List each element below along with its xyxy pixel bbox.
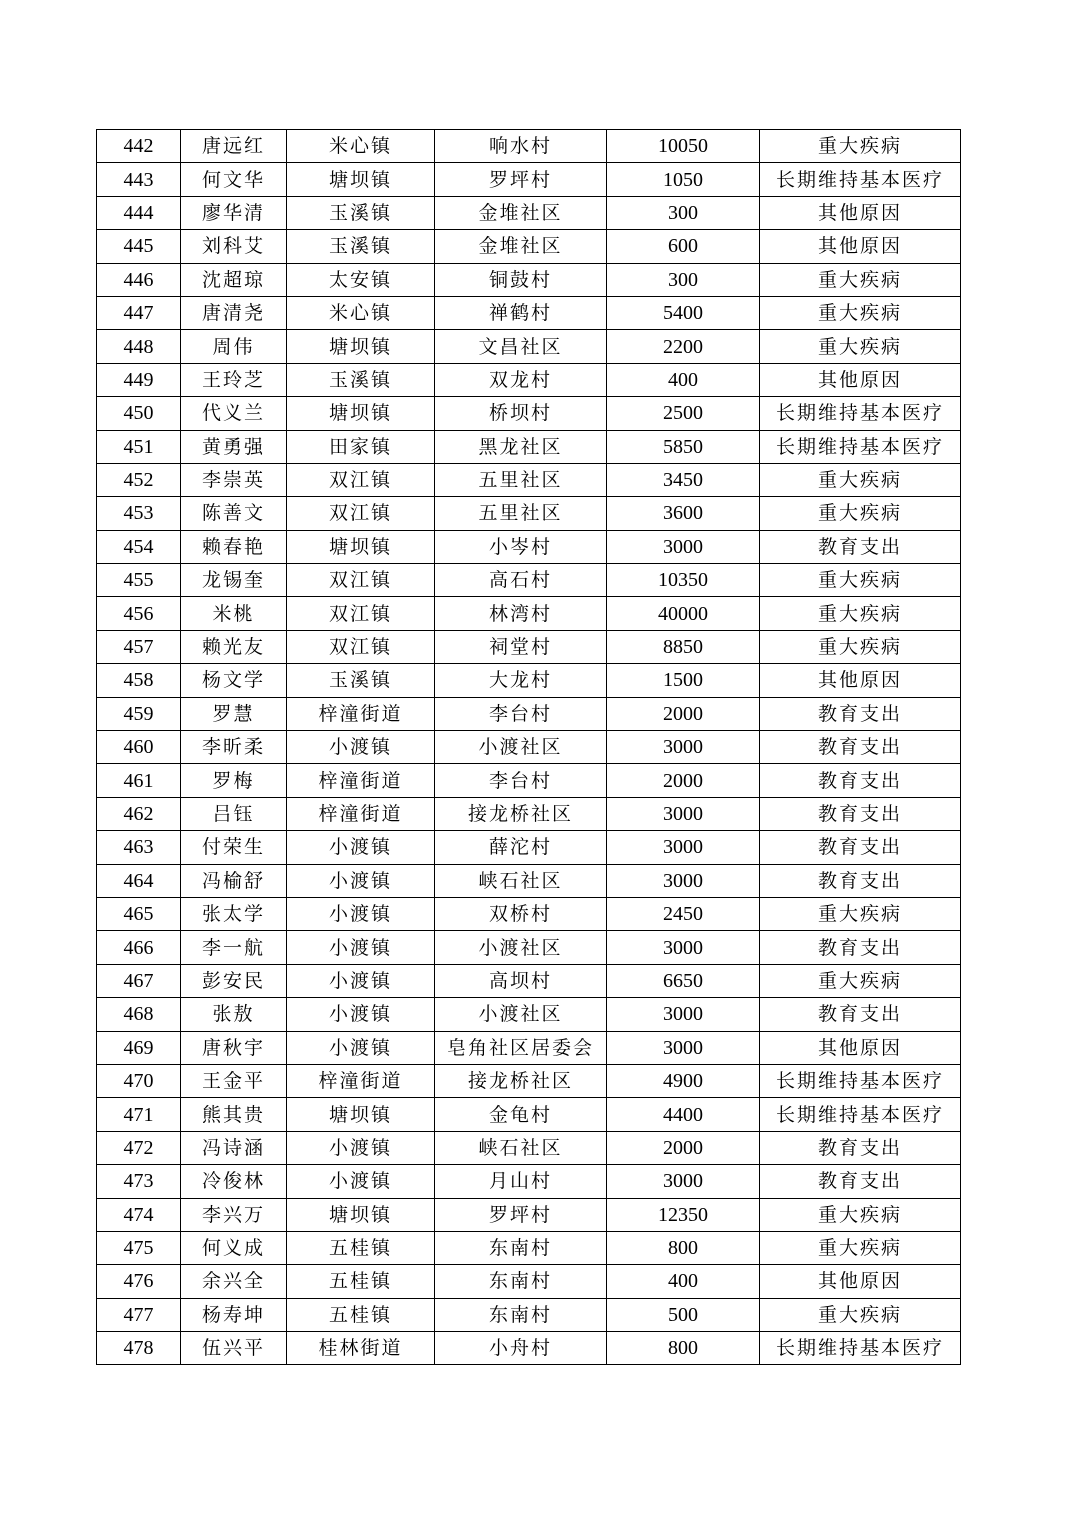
reason-cell: 重大疾病 <box>760 263 961 296</box>
village-cell: 五里社区 <box>435 497 607 530</box>
reason-cell: 其他原因 <box>760 1031 961 1064</box>
person-name-cell: 王玲芝 <box>181 363 287 396</box>
person-name-cell: 罗梅 <box>181 764 287 797</box>
amount-cell: 10050 <box>607 130 760 163</box>
person-name-cell: 唐清尧 <box>181 296 287 329</box>
amount-cell: 12350 <box>607 1198 760 1231</box>
township-cell: 小渡镇 <box>287 1131 435 1164</box>
township-cell: 塘坝镇 <box>287 330 435 363</box>
table-row <box>97 497 961 530</box>
village-cell: 罗坪村 <box>435 1198 607 1231</box>
table-row <box>97 998 961 1031</box>
person-name-cell: 熊其贵 <box>181 1098 287 1131</box>
table-row <box>97 230 961 263</box>
row-number-cell: 457 <box>97 630 181 663</box>
person-name-cell: 冯诗涵 <box>181 1131 287 1164</box>
village-cell: 双龙村 <box>435 363 607 396</box>
table-row <box>97 463 961 496</box>
person-name-cell: 廖华清 <box>181 196 287 229</box>
table-row <box>97 397 961 430</box>
amount-cell: 3450 <box>607 463 760 496</box>
reason-cell: 教育支出 <box>760 764 961 797</box>
person-name-cell: 冷俊林 <box>181 1165 287 1198</box>
person-name-cell: 李崇英 <box>181 463 287 496</box>
township-cell: 小渡镇 <box>287 964 435 997</box>
table-row <box>97 1098 961 1131</box>
amount-cell: 2000 <box>607 697 760 730</box>
person-name-cell: 何文华 <box>181 163 287 196</box>
person-name-cell: 唐秋宇 <box>181 1031 287 1064</box>
table-row <box>97 1332 961 1365</box>
village-cell: 接龙桥社区 <box>435 797 607 830</box>
reason-cell: 重大疾病 <box>760 1198 961 1231</box>
township-cell: 塘坝镇 <box>287 530 435 563</box>
township-cell: 梓潼街道 <box>287 697 435 730</box>
row-number-cell: 452 <box>97 463 181 496</box>
reason-cell: 教育支出 <box>760 530 961 563</box>
village-cell: 金堆社区 <box>435 196 607 229</box>
reason-cell: 重大疾病 <box>760 630 961 663</box>
person-name-cell: 赖春艳 <box>181 530 287 563</box>
table-row <box>97 964 961 997</box>
township-cell: 米心镇 <box>287 130 435 163</box>
row-number-cell: 442 <box>97 130 181 163</box>
table-row <box>97 1165 961 1198</box>
person-name-cell: 李一航 <box>181 931 287 964</box>
village-cell: 金堆社区 <box>435 230 607 263</box>
amount-cell: 2000 <box>607 764 760 797</box>
township-cell: 塘坝镇 <box>287 1098 435 1131</box>
table-row <box>97 1298 961 1331</box>
village-cell: 东南村 <box>435 1298 607 1331</box>
amount-cell: 300 <box>607 196 760 229</box>
table-row <box>97 864 961 897</box>
person-name-cell: 杨文学 <box>181 664 287 697</box>
township-cell: 玉溪镇 <box>287 230 435 263</box>
township-cell: 小渡镇 <box>287 864 435 897</box>
row-number-cell: 470 <box>97 1064 181 1097</box>
person-name-cell: 米桃 <box>181 597 287 630</box>
reason-cell: 其他原因 <box>760 1265 961 1298</box>
amount-cell: 2500 <box>607 397 760 430</box>
row-number-cell: 451 <box>97 430 181 463</box>
village-cell: 文昌社区 <box>435 330 607 363</box>
village-cell: 林湾村 <box>435 597 607 630</box>
table-row <box>97 797 961 830</box>
village-cell: 桥坝村 <box>435 397 607 430</box>
row-number-cell: 461 <box>97 764 181 797</box>
reason-cell: 其他原因 <box>760 196 961 229</box>
reason-cell: 其他原因 <box>760 230 961 263</box>
township-cell: 小渡镇 <box>287 931 435 964</box>
row-number-cell: 446 <box>97 263 181 296</box>
amount-cell: 3000 <box>607 831 760 864</box>
person-name-cell: 代义兰 <box>181 397 287 430</box>
person-name-cell: 何义成 <box>181 1231 287 1264</box>
reason-cell: 重大疾病 <box>760 130 961 163</box>
township-cell: 玉溪镇 <box>287 363 435 396</box>
village-cell: 小舟村 <box>435 1332 607 1365</box>
person-name-cell: 杨寿坤 <box>181 1298 287 1331</box>
reason-cell: 教育支出 <box>760 797 961 830</box>
table-row <box>97 263 961 296</box>
person-name-cell: 李兴万 <box>181 1198 287 1231</box>
person-name-cell: 彭安民 <box>181 964 287 997</box>
reason-cell: 教育支出 <box>760 1131 961 1164</box>
township-cell: 桂林街道 <box>287 1332 435 1365</box>
table-row <box>97 296 961 329</box>
township-cell: 塘坝镇 <box>287 163 435 196</box>
row-number-cell: 443 <box>97 163 181 196</box>
amount-cell: 5400 <box>607 296 760 329</box>
amount-cell: 10350 <box>607 564 760 597</box>
table-row <box>97 597 961 630</box>
person-name-cell: 李昕柔 <box>181 731 287 764</box>
table-row <box>97 1265 961 1298</box>
person-name-cell: 周伟 <box>181 330 287 363</box>
table-row <box>97 897 961 930</box>
reason-cell: 教育支出 <box>760 831 961 864</box>
township-cell: 塘坝镇 <box>287 397 435 430</box>
village-cell: 铜鼓村 <box>435 263 607 296</box>
village-cell: 黑龙社区 <box>435 430 607 463</box>
township-cell: 五桂镇 <box>287 1265 435 1298</box>
table-row <box>97 564 961 597</box>
village-cell: 薛沱村 <box>435 831 607 864</box>
village-cell: 月山村 <box>435 1165 607 1198</box>
amount-cell: 3000 <box>607 731 760 764</box>
amount-cell: 4900 <box>607 1064 760 1097</box>
person-name-cell: 罗慧 <box>181 697 287 730</box>
amount-cell: 3000 <box>607 864 760 897</box>
village-cell: 响水村 <box>435 130 607 163</box>
village-cell: 峡石社区 <box>435 1131 607 1164</box>
township-cell: 小渡镇 <box>287 1165 435 1198</box>
village-cell: 皂角社区居委会 <box>435 1031 607 1064</box>
amount-cell: 3000 <box>607 998 760 1031</box>
village-cell: 金龟村 <box>435 1098 607 1131</box>
village-cell: 小渡社区 <box>435 731 607 764</box>
person-name-cell: 付荣生 <box>181 831 287 864</box>
amount-cell: 3000 <box>607 931 760 964</box>
amount-cell: 400 <box>607 1265 760 1298</box>
amount-cell: 4400 <box>607 1098 760 1131</box>
row-number-cell: 453 <box>97 497 181 530</box>
row-number-cell: 469 <box>97 1031 181 1064</box>
table-row <box>97 363 961 396</box>
reason-cell: 长期维持基本医疗 <box>760 430 961 463</box>
table-row <box>97 196 961 229</box>
row-number-cell: 448 <box>97 330 181 363</box>
village-cell: 五里社区 <box>435 463 607 496</box>
row-number-cell: 445 <box>97 230 181 263</box>
table-row <box>97 1064 961 1097</box>
person-name-cell: 张太学 <box>181 897 287 930</box>
amount-cell: 3000 <box>607 1165 760 1198</box>
row-number-cell: 465 <box>97 897 181 930</box>
reason-cell: 重大疾病 <box>760 1298 961 1331</box>
reason-cell: 重大疾病 <box>760 597 961 630</box>
amount-cell: 800 <box>607 1231 760 1264</box>
reason-cell: 重大疾病 <box>760 497 961 530</box>
table-row <box>97 931 961 964</box>
village-cell: 大龙村 <box>435 664 607 697</box>
row-number-cell: 473 <box>97 1165 181 1198</box>
table-row <box>97 1231 961 1264</box>
assistance-roster-table <box>96 129 961 1365</box>
row-number-cell: 464 <box>97 864 181 897</box>
row-number-cell: 471 <box>97 1098 181 1131</box>
amount-cell: 2450 <box>607 897 760 930</box>
person-name-cell: 龙锡奎 <box>181 564 287 597</box>
row-number-cell: 444 <box>97 196 181 229</box>
amount-cell: 300 <box>607 263 760 296</box>
person-name-cell: 陈善文 <box>181 497 287 530</box>
row-number-cell: 454 <box>97 530 181 563</box>
person-name-cell: 王金平 <box>181 1064 287 1097</box>
row-number-cell: 468 <box>97 998 181 1031</box>
reason-cell: 长期维持基本医疗 <box>760 1064 961 1097</box>
village-cell: 高石村 <box>435 564 607 597</box>
reason-cell: 长期维持基本医疗 <box>760 397 961 430</box>
township-cell: 双江镇 <box>287 497 435 530</box>
township-cell: 梓潼街道 <box>287 764 435 797</box>
amount-cell: 3000 <box>607 530 760 563</box>
reason-cell: 长期维持基本医疗 <box>760 1332 961 1365</box>
row-number-cell: 460 <box>97 731 181 764</box>
amount-cell: 800 <box>607 1332 760 1365</box>
village-cell: 东南村 <box>435 1265 607 1298</box>
amount-cell: 5850 <box>607 430 760 463</box>
row-number-cell: 456 <box>97 597 181 630</box>
table-row <box>97 130 961 163</box>
amount-cell: 500 <box>607 1298 760 1331</box>
reason-cell: 重大疾病 <box>760 897 961 930</box>
table-row <box>97 731 961 764</box>
row-number-cell: 450 <box>97 397 181 430</box>
reason-cell: 重大疾病 <box>760 330 961 363</box>
reason-cell: 教育支出 <box>760 931 961 964</box>
person-name-cell: 赖光友 <box>181 630 287 663</box>
reason-cell: 长期维持基本医疗 <box>760 1098 961 1131</box>
person-name-cell: 冯榆舒 <box>181 864 287 897</box>
amount-cell: 1500 <box>607 664 760 697</box>
table-row <box>97 330 961 363</box>
reason-cell: 教育支出 <box>760 998 961 1031</box>
reason-cell: 重大疾病 <box>760 1231 961 1264</box>
person-name-cell: 吕钰 <box>181 797 287 830</box>
row-number-cell: 474 <box>97 1198 181 1231</box>
village-cell: 双桥村 <box>435 897 607 930</box>
row-number-cell: 475 <box>97 1231 181 1264</box>
village-cell: 接龙桥社区 <box>435 1064 607 1097</box>
village-cell: 东南村 <box>435 1231 607 1264</box>
table-row <box>97 1131 961 1164</box>
village-cell: 高坝村 <box>435 964 607 997</box>
township-cell: 梓潼街道 <box>287 1064 435 1097</box>
row-number-cell: 478 <box>97 1332 181 1365</box>
township-cell: 塘坝镇 <box>287 1198 435 1231</box>
table-row <box>97 697 961 730</box>
township-cell: 小渡镇 <box>287 998 435 1031</box>
row-number-cell: 462 <box>97 797 181 830</box>
village-cell: 禅鹤村 <box>435 296 607 329</box>
person-name-cell: 伍兴平 <box>181 1332 287 1365</box>
township-cell: 小渡镇 <box>287 831 435 864</box>
amount-cell: 3000 <box>607 797 760 830</box>
table-row <box>97 530 961 563</box>
table-row <box>97 630 961 663</box>
township-cell: 田家镇 <box>287 430 435 463</box>
township-cell: 玉溪镇 <box>287 196 435 229</box>
table-row <box>97 664 961 697</box>
reason-cell: 其他原因 <box>760 664 961 697</box>
reason-cell: 其他原因 <box>760 363 961 396</box>
village-cell: 罗坪村 <box>435 163 607 196</box>
village-cell: 小渡社区 <box>435 931 607 964</box>
village-cell: 小岑村 <box>435 530 607 563</box>
person-name-cell: 黄勇强 <box>181 430 287 463</box>
table-row <box>97 764 961 797</box>
reason-cell: 长期维持基本医疗 <box>760 163 961 196</box>
village-cell: 李台村 <box>435 697 607 730</box>
amount-cell: 3000 <box>607 1031 760 1064</box>
reason-cell: 重大疾病 <box>760 564 961 597</box>
row-number-cell: 472 <box>97 1131 181 1164</box>
township-cell: 玉溪镇 <box>287 664 435 697</box>
table-row <box>97 163 961 196</box>
village-cell: 峡石社区 <box>435 864 607 897</box>
reason-cell: 教育支出 <box>760 697 961 730</box>
township-cell: 双江镇 <box>287 564 435 597</box>
person-name-cell: 沈超琼 <box>181 263 287 296</box>
person-name-cell: 张敖 <box>181 998 287 1031</box>
amount-cell: 1050 <box>607 163 760 196</box>
amount-cell: 40000 <box>607 597 760 630</box>
township-cell: 小渡镇 <box>287 897 435 930</box>
person-name-cell: 唐远红 <box>181 130 287 163</box>
row-number-cell: 455 <box>97 564 181 597</box>
row-number-cell: 466 <box>97 931 181 964</box>
township-cell: 五桂镇 <box>287 1298 435 1331</box>
row-number-cell: 459 <box>97 697 181 730</box>
reason-cell: 教育支出 <box>760 1165 961 1198</box>
township-cell: 米心镇 <box>287 296 435 329</box>
reason-cell: 重大疾病 <box>760 463 961 496</box>
township-cell: 太安镇 <box>287 263 435 296</box>
village-cell: 祠堂村 <box>435 630 607 663</box>
township-cell: 双江镇 <box>287 630 435 663</box>
township-cell: 双江镇 <box>287 463 435 496</box>
person-name-cell: 余兴全 <box>181 1265 287 1298</box>
amount-cell: 2200 <box>607 330 760 363</box>
reason-cell: 教育支出 <box>760 864 961 897</box>
row-number-cell: 463 <box>97 831 181 864</box>
amount-cell: 600 <box>607 230 760 263</box>
amount-cell: 400 <box>607 363 760 396</box>
row-number-cell: 458 <box>97 664 181 697</box>
table-row <box>97 430 961 463</box>
township-cell: 小渡镇 <box>287 731 435 764</box>
table-row <box>97 1198 961 1231</box>
village-cell: 李台村 <box>435 764 607 797</box>
reason-cell: 重大疾病 <box>760 296 961 329</box>
township-cell: 梓潼街道 <box>287 797 435 830</box>
amount-cell: 6650 <box>607 964 760 997</box>
village-cell: 小渡社区 <box>435 998 607 1031</box>
row-number-cell: 449 <box>97 363 181 396</box>
reason-cell: 教育支出 <box>760 731 961 764</box>
township-cell: 小渡镇 <box>287 1031 435 1064</box>
amount-cell: 2000 <box>607 1131 760 1164</box>
amount-cell: 8850 <box>607 630 760 663</box>
row-number-cell: 467 <box>97 964 181 997</box>
township-cell: 五桂镇 <box>287 1231 435 1264</box>
township-cell: 双江镇 <box>287 597 435 630</box>
row-number-cell: 477 <box>97 1298 181 1331</box>
table-row <box>97 1031 961 1064</box>
person-name-cell: 刘科艾 <box>181 230 287 263</box>
row-number-cell: 476 <box>97 1265 181 1298</box>
table-row <box>97 831 961 864</box>
row-number-cell: 447 <box>97 296 181 329</box>
reason-cell: 重大疾病 <box>760 964 961 997</box>
table-body <box>97 130 961 1365</box>
amount-cell: 3600 <box>607 497 760 530</box>
